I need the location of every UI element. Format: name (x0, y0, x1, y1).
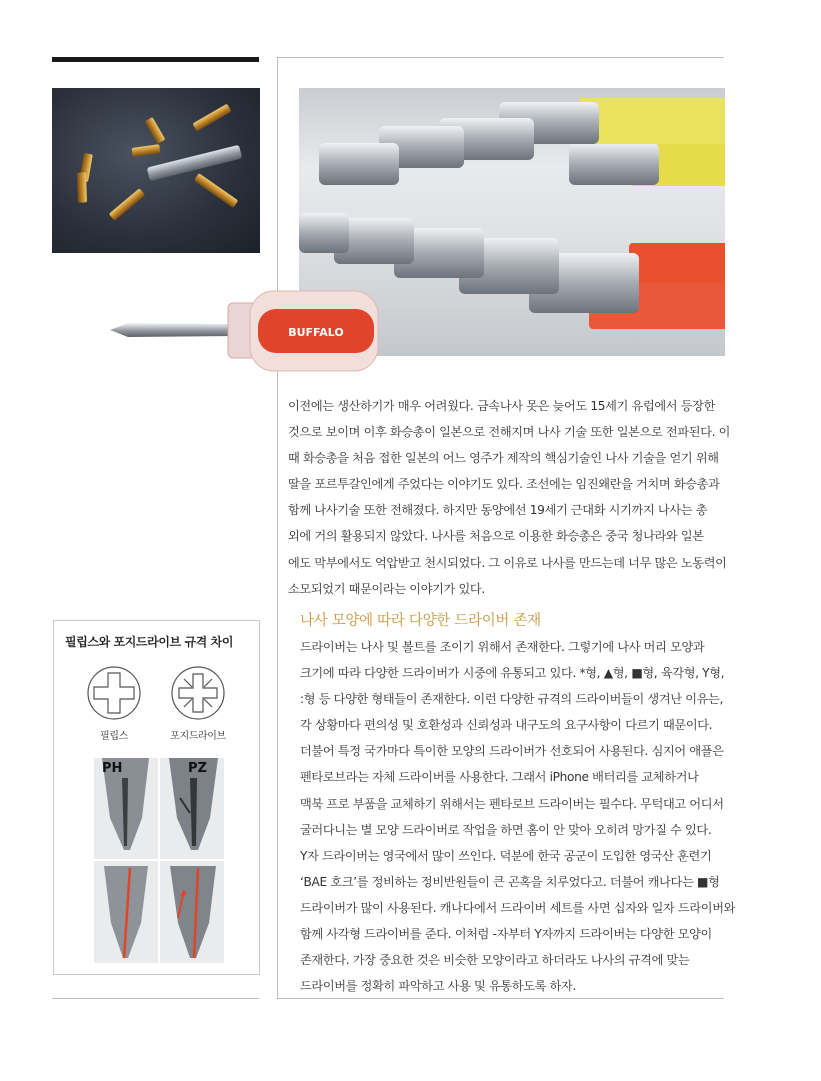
intro-line: 딸을 포르투갈인에게 주었다는 이야기도 있다. 조선에는 임진왜란을 거치며 화승총과 (288, 477, 720, 492)
pozidriv-head-icon (170, 665, 226, 721)
top-accent-bar (52, 57, 259, 62)
screwdriver-illustration (110, 283, 380, 383)
top-rule (277, 57, 724, 58)
intro-line: 외에 거의 활용되지 않았다. 나사를 처음으로 이용한 화승총은 중국 청나라와 일본 (288, 529, 704, 544)
body-line: 크기에 따라 다양한 드라이버가 시중에 유통되고 있다. *형, ▲형, ■형, 육각형, Y형, (300, 666, 725, 681)
body-line: 드라이버를 정확히 파악하고 사용 및 유통하도록 하자. (300, 979, 576, 994)
body-line: 펜타로브라는 자체 드라이버를 사용한다. 그래서 iPhone 배터리를 교체하거나 (300, 770, 699, 785)
intro-line: 함께 나사기술 또한 전해졌다. 하지만 동양에선 19세기 근대화 시기까지 나사는 총 (288, 503, 708, 518)
intro-line: 에도 막부에서도 억압받고 천시되었다. 그 이유로 나사를 만드는데 너무 많은 노동력이 (288, 555, 727, 570)
section-heading: 나사 모양에 따라 다양한 드라이버 존재 (300, 613, 541, 629)
body-line: 드라이버가 많이 사용된다. 캐나다에서 드라이버 세트를 사면 십자와 일자 드라이버와 (300, 900, 736, 915)
body-line: 더불어 특정 국가마다 특이한 모양의 드라이버가 선호되어 사용된다. 심지어 애플은 (300, 744, 724, 759)
body-line: 각 상황마다 편의성 및 호환성과 신뢰성과 내구도의 요구사항이 다르기 때문이다. (300, 718, 713, 733)
body-line: 맥북 프로 부품을 교체하기 위해서는 펜타로브 드라이버는 필수다. 무턱대고 어디서 (300, 796, 724, 811)
tip-comparison-photo (94, 758, 224, 963)
body-line: 드라이버는 나사 및 볼트를 조이기 위해서 존재한다. 그렇기에 나사 머리 모양과 (300, 640, 705, 654)
intro-line: 이전에는 생산하기가 매우 어려웠다. 금속나사 못은 늦어도 15세기 유럽에서 등장한 (288, 399, 716, 413)
body-line: 함께 사각형 드라이버를 준다. 이처럼 -자부터 Y자까지 드라이버는 다양한 모양이 (300, 927, 712, 942)
tip-comparison-graphic (94, 758, 224, 963)
phillips-head-icon (86, 665, 142, 721)
bottom-rule-left (52, 998, 259, 999)
intro-line: 것으로 보이며 이후 화승총이 일본으로 전해지며 나사 기술 또한 일본으로 전파된다. 이 (288, 425, 731, 440)
comparison-title: 필립스와 포지드라이브 규격 차이 (65, 635, 234, 649)
intro-paragraph (288, 393, 731, 602)
body-paragraph (300, 634, 736, 999)
body-line: ‘BAE 호크’를 정비하는 정비반원들이 큰 곤혹을 치루었다고. 더불어 캐나다는 ■형 (300, 874, 720, 889)
pz-tag: PZ (188, 761, 207, 776)
column-divider (277, 57, 278, 999)
intro-line: 소모되었기 때문이라는 이야기가 있다. (288, 581, 485, 596)
body-line: :형 등 다양한 형태들이 존재한다. 이런 다양한 규격의 드라이버들이 생겨난 이유는, (300, 692, 724, 707)
intro-line: 때 화승총을 처음 접한 일본의 어느 영주가 제작의 핵심기술인 나사 기술을 얻기 위해 (288, 451, 719, 466)
pozidriv-label: 포지드라이브 (170, 731, 226, 742)
screwdriver-brand: BUFFALO (288, 326, 344, 339)
body-line: 굴러다니는 별 모양 드라이버로 작업을 하면 홈이 안 맞아 오히려 망가질 수 있다. (300, 822, 712, 837)
photo-driver-bits (52, 88, 260, 253)
ph-tag: PH (102, 761, 123, 776)
body-line: Y자 드라이버는 영국에서 많이 쓰인다. 덕분에 한국 공군이 도입한 영국산 훈련기 (300, 848, 712, 863)
phillips-label: 필립스 (100, 731, 128, 742)
body-line: 존재한다. 가장 중요한 것은 비슷한 모양이라고 하더라도 나사의 규격에 맞는 (300, 953, 690, 968)
